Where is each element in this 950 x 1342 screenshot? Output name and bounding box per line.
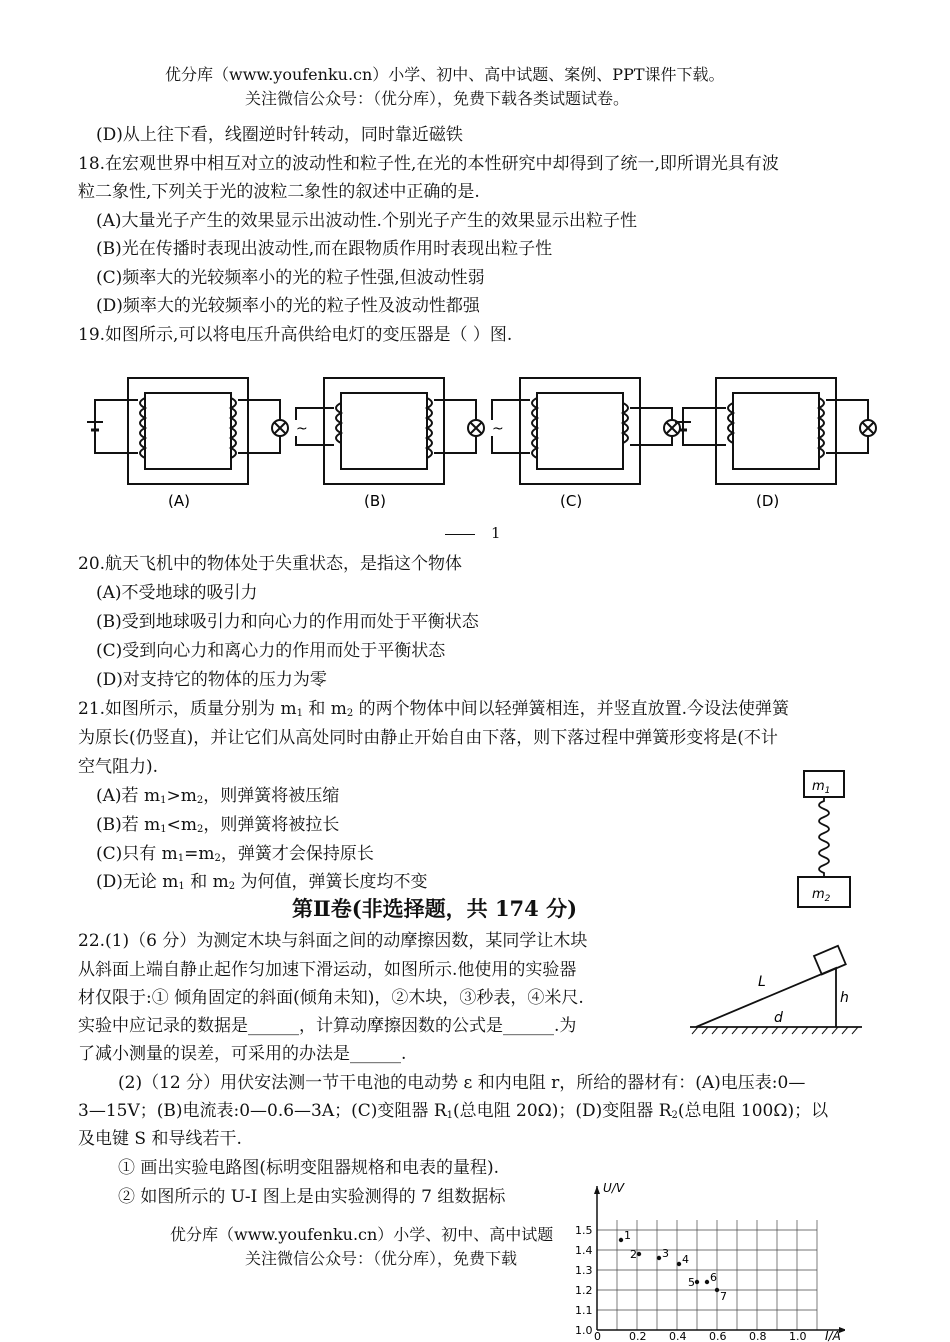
section2-title: 第Ⅱ卷(非选择题，共 174 分) bbox=[292, 896, 578, 921]
q18-stem-1: 18.在宏观世界中相互对立的波动性和粒子性,在光的本性研究中却得到了统一,即所谓光具有波 bbox=[78, 154, 779, 174]
mass-m1-label: $m_1$ bbox=[812, 779, 831, 796]
q20-option-a: (A)不受地球的吸引力 bbox=[96, 583, 258, 603]
data-point-label: 2 bbox=[630, 1248, 637, 1261]
label-d: d bbox=[774, 1010, 783, 1026]
y-axis-label: U/V bbox=[603, 1181, 625, 1195]
x-tick-label: 0.6 bbox=[709, 1330, 727, 1342]
footer-line2: 关注微信公众号：（优分库），免费下载 bbox=[245, 1249, 518, 1268]
y-tick-label: 1.0 bbox=[575, 1324, 593, 1337]
q22-p2-item1: ① 画出实验电路图(标明变阻器规格和电表的量程). bbox=[118, 1158, 500, 1178]
label-c: (C) bbox=[560, 492, 583, 510]
q22-p1-line5: 了减小测量的误差，可采用的办法是______. bbox=[78, 1044, 407, 1064]
x-tick-label: 0.2 bbox=[629, 1330, 647, 1342]
q21-option-a: (A)若 $m_1>m_2$，则弹簧将被压缩 bbox=[96, 786, 340, 806]
x-tick-label: 0 bbox=[594, 1330, 601, 1342]
transformer-a bbox=[87, 378, 288, 484]
q20-stem: 20.航天飞机中的物体处于失重状态，是指这个物体 bbox=[78, 554, 463, 574]
data-point-label: 7 bbox=[720, 1290, 727, 1303]
data-point bbox=[715, 1288, 719, 1292]
q22-p2-line3: 及电键 S 和导线若干. bbox=[78, 1129, 242, 1149]
y-tick-label: 1.5 bbox=[575, 1224, 593, 1237]
x-axis-label: I/A bbox=[825, 1329, 841, 1342]
q22-p2-line2: 3—15V；(B)电流表:0—0.6—3A；(C)变阻器 $R_1$(总电阻 20Ω)；(D)变阻器 $R_2$(总电阻 100Ω)；以 bbox=[78, 1101, 829, 1121]
mass-m2-label: $m_2$ bbox=[812, 887, 831, 904]
label-b: (B) bbox=[364, 492, 386, 510]
q22-p2-line1: (2)（12 分）用伏安法测一节干电池的电动势 ε 和内电阻 r，所给的器材有：(A)电压表:0— bbox=[118, 1073, 806, 1093]
y-tick-label: 1.2 bbox=[575, 1284, 593, 1297]
q18-option-a: (A)大量光子产生的效果显示出波动性.个别光子产生的效果显示出粒子性 bbox=[96, 211, 637, 231]
q21-stem-1: 21.如图所示，质量分别为 $m_1$ 和 $m_2$ 的两个物体中间以轻弹簧相连，并竖直放置.今设法使弹簧 bbox=[78, 699, 790, 719]
label-a: (A) bbox=[168, 492, 190, 510]
header-line1: 优分库（www.youfenku.cn）小学、初中、高中试题、案例、PPT课件下载。 bbox=[165, 65, 725, 84]
transformer-d bbox=[675, 378, 876, 484]
q19-stem: 19.如图所示,可以将电压升高供给电灯的变压器是（ ）图. bbox=[78, 325, 513, 345]
spring bbox=[819, 797, 829, 877]
tilde-c: ~ bbox=[492, 421, 504, 437]
label-h: h bbox=[840, 990, 849, 1006]
data-point-label: 5 bbox=[688, 1276, 695, 1289]
data-point-label: 6 bbox=[710, 1271, 717, 1284]
q21-option-c: (C)只有 $m_1=m_2$，弹簧才会保持原长 bbox=[96, 844, 374, 864]
x-tick-label: 0.8 bbox=[749, 1330, 767, 1342]
y-axis-arrow bbox=[594, 1186, 600, 1194]
footer-line1: 优分库（www.youfenku.cn）小学、初中、高中试题 bbox=[170, 1225, 554, 1244]
y-tick-label: 1.4 bbox=[575, 1244, 593, 1257]
y-tick-label: 1.1 bbox=[575, 1304, 593, 1317]
x-tick-label: 0.4 bbox=[669, 1330, 687, 1342]
q18-option-d: (D)频率大的光较频率小的光的粒子性及波动性都强 bbox=[96, 296, 480, 316]
q22-p1-line4: 实验中应记录的数据是______，计算动摩擦因数的公式是______.为 bbox=[78, 1016, 577, 1036]
label-L: L bbox=[758, 974, 766, 990]
data-point-label: 1 bbox=[624, 1229, 631, 1242]
data-point bbox=[637, 1252, 641, 1256]
transformer-figure bbox=[80, 370, 880, 515]
q21-option-b: (B)若 $m_1<m_2$，则弹簧将被拉长 bbox=[96, 815, 340, 835]
data-point-label: 3 bbox=[662, 1247, 669, 1260]
q20-option-b: (B)受到地球吸引力和向心力的作用而处于平衡状态 bbox=[96, 612, 479, 632]
incline-figure bbox=[686, 930, 866, 1040]
q18-stem-2: 粒二象性,下列关于光的波粒二象性的叙述中正确的是. bbox=[78, 182, 480, 202]
tilde-b: ~ bbox=[296, 421, 308, 437]
u-i-chart bbox=[560, 1178, 845, 1342]
spring-masses-figure bbox=[790, 765, 860, 915]
y-tick-label: 1.3 bbox=[575, 1264, 593, 1277]
data-point-label: 4 bbox=[682, 1253, 689, 1266]
q20-option-d: (D)对支持它的物体的压力为零 bbox=[96, 670, 327, 690]
q21-option-d: (D)无论 $m_1$ 和 $m_2$ 为何值，弹簧长度均不变 bbox=[96, 872, 428, 892]
data-point bbox=[657, 1256, 661, 1260]
data-point bbox=[677, 1262, 681, 1266]
figure-caption: 1 bbox=[445, 522, 501, 544]
label-d: (D) bbox=[756, 492, 780, 510]
q17-option-d: (D)从上往下看，线圈逆时针转动，同时靠近磁铁 bbox=[96, 125, 463, 145]
q21-stem-3: 空气阻力). bbox=[78, 757, 159, 777]
q18-option-c: (C)频率大的光较频率小的光的粒子性强,但波动性弱 bbox=[96, 268, 485, 288]
x-tick-label: 1.0 bbox=[789, 1330, 807, 1342]
data-point bbox=[705, 1280, 709, 1284]
data-point bbox=[619, 1238, 623, 1242]
q21-stem-2: 为原长(仍竖直)，并让它们从高处同时由静止开始自由下落，则下落过程中弹簧形变将是(不计 bbox=[78, 728, 778, 748]
q22-p1-line1: 22.(1)（6 分）为测定木块与斜面之间的动摩擦因数，某同学让木块 bbox=[78, 931, 588, 951]
q22-p1-line3: 材仅限于:① 倾角固定的斜面(倾角未知)，②木块，③秒表，④米尺. bbox=[78, 988, 584, 1008]
data-point bbox=[695, 1280, 699, 1284]
transformer-b bbox=[296, 378, 484, 484]
q20-option-c: (C)受到向心力和离心力的作用而处于平衡状态 bbox=[96, 641, 446, 661]
q22-p1-line2: 从斜面上端自静止起作匀加速下滑运动，如图所示.他使用的实验器 bbox=[78, 960, 577, 980]
q18-option-b: (B)光在传播时表现出波动性,而在跟物质作用时表现出粒子性 bbox=[96, 239, 553, 259]
q22-p2-item2: ② 如图所示的 U-I 图上是由实验测得的 7 组数据标 bbox=[118, 1187, 506, 1207]
header-line2: 关注微信公众号：（优分库），免费下载各类试题试卷。 bbox=[245, 89, 630, 108]
transformer-c bbox=[492, 378, 680, 484]
